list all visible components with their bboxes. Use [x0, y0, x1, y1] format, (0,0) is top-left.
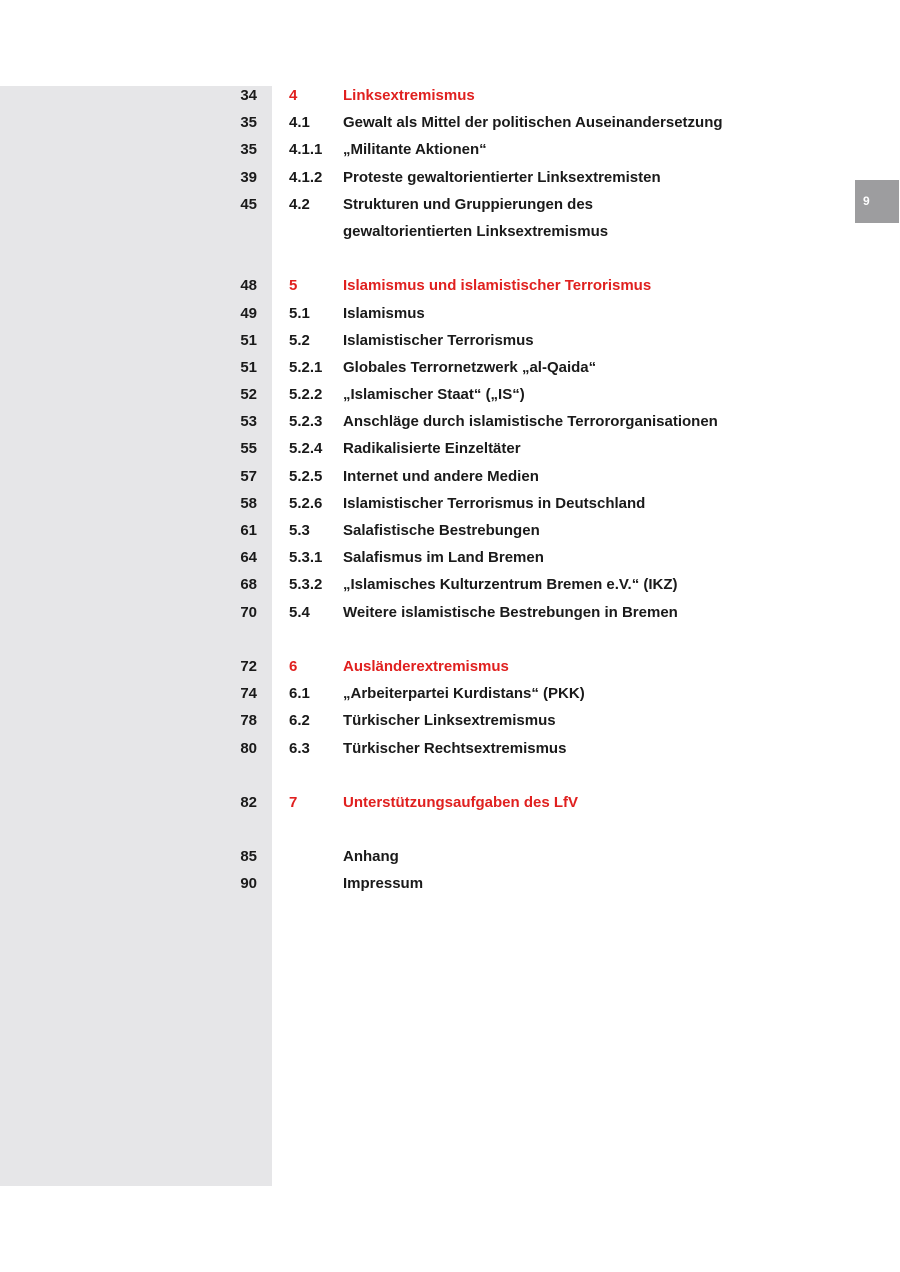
toc-entry-row[interactable] [0, 571, 900, 598]
toc-section-number: 4.1.2 [289, 168, 323, 186]
toc-page-number: 51 [240, 331, 257, 349]
toc-entry-row[interactable] [0, 517, 900, 544]
toc-section-number: 5.2.2 [289, 386, 323, 404]
toc-section-number: 5 [289, 277, 298, 295]
toc-section-title: „Militante Aktionen“ [343, 141, 487, 159]
toc-section-number: 6.2 [289, 712, 310, 730]
toc-page-number: 53 [240, 413, 257, 431]
toc-entry-row[interactable] [0, 435, 900, 462]
toc-page-number: 52 [240, 386, 257, 404]
toc-section-title: Linksextremismus [343, 87, 475, 104]
toc-section-title: „Islamisches Kulturzentrum Bremen e.V.“ (IKZ) [343, 576, 678, 594]
toc-page-number: 90 [240, 875, 257, 893]
toc-entry-row[interactable] [0, 843, 900, 870]
toc-entry-row[interactable] [0, 327, 900, 354]
toc-section-number: 5.3.1 [289, 549, 323, 567]
toc-section-title: „Arbeiterpartei Kurdistans“ (PKK) [343, 685, 585, 703]
toc-page-number: 72 [240, 657, 257, 675]
toc-section-title: Weitere islamistische Bestrebungen in Bremen [343, 603, 678, 621]
toc-section-number: 5.2.3 [289, 413, 323, 431]
toc-chapter-row[interactable] [0, 82, 900, 109]
toc-entry-row[interactable] [0, 218, 900, 245]
toc-section-title: Salafistische Bestrebungen [343, 522, 540, 539]
toc-section-number: 5.2.1 [289, 358, 323, 376]
toc-entry-row[interactable] [0, 870, 900, 897]
toc-entry-row[interactable] [0, 164, 900, 191]
toc-section-number: 4.1 [289, 114, 310, 132]
toc-entry-row[interactable] [0, 463, 900, 490]
toc-section-title: Islamistischer Terrorismus in Deutschland [343, 494, 646, 512]
toc-page-number: 51 [240, 358, 257, 376]
toc-section-number: 6 [289, 657, 298, 675]
toc-page-number: 58 [240, 494, 257, 512]
toc-page-number: 78 [240, 712, 257, 730]
toc-section-title: Ausländerextremismus [343, 657, 509, 675]
toc-page-number: 57 [240, 467, 257, 485]
toc-entry-row[interactable] [0, 354, 900, 381]
toc-page-number: 35 [240, 141, 257, 159]
toc-page-number: 34 [240, 87, 257, 104]
toc-page-number: 39 [240, 168, 257, 186]
toc-section-number: 4.2 [289, 195, 310, 213]
toc-page-number: 70 [240, 603, 257, 621]
toc-chapter-row[interactable] [0, 653, 900, 680]
toc-entry-row[interactable] [0, 381, 900, 408]
toc-entry-row[interactable] [0, 544, 900, 571]
toc-entry-row[interactable] [0, 735, 900, 762]
toc-section-title: Islamismus und islamistischer Terrorismus [343, 277, 652, 295]
toc-entry-row[interactable] [0, 490, 900, 517]
toc-section-number: 5.4 [289, 603, 310, 621]
toc-section-title: „Islamischer Staat“ („IS“) [343, 386, 525, 404]
toc-section-number: 6.1 [289, 685, 310, 703]
toc-section-title: gewaltorientierten Linksextremismus [343, 222, 609, 240]
toc-section-title: Globales Terrornetzwerk „al-Qaida“ [343, 358, 597, 376]
toc-section-number: 5.2.6 [289, 494, 323, 512]
toc-section-number: 5.3.2 [289, 576, 323, 594]
toc-page-number: 49 [240, 304, 257, 322]
toc-section-number: 6.3 [289, 739, 310, 757]
toc-section-number: 4 [289, 87, 298, 104]
toc-page-number: 48 [240, 277, 257, 295]
toc-section-title: Salafismus im Land Bremen [343, 549, 544, 567]
toc-section-number: 4.1.1 [289, 141, 323, 159]
toc-section-title: Proteste gewaltorientierter Linksextremisten [343, 168, 661, 186]
table-of-contents [0, 82, 900, 898]
toc-section-number: 5.2 [289, 331, 310, 349]
toc-page-number: 45 [240, 195, 257, 213]
toc-page-number: 85 [240, 848, 257, 866]
toc-entry-row[interactable] [0, 707, 900, 734]
toc-section-title: Radikalisierte Einzeltäter [343, 440, 521, 458]
toc-page-number: 82 [240, 793, 257, 811]
toc-section-title: Anhang [343, 848, 399, 866]
toc-section-title: Strukturen und Gruppierungen des [343, 195, 594, 213]
toc-section-title: Türkischer Linksextremismus [343, 712, 556, 730]
toc-entry-row[interactable] [0, 599, 900, 626]
toc-section-number: 5.1 [289, 304, 310, 322]
toc-page-number: 64 [240, 549, 257, 567]
toc-section-title: Anschläge durch islamistische Terrororganisationen [343, 413, 718, 431]
toc-page-number: 68 [240, 576, 257, 594]
toc-section-number: 7 [289, 793, 298, 811]
toc-chapter-row[interactable] [0, 789, 900, 816]
toc-entry-row[interactable] [0, 300, 900, 327]
toc-section-title: Gewalt als Mittel der politischen Auseinandersetzung [343, 114, 723, 132]
toc-section-title: Türkischer Rechtsextremismus [343, 739, 567, 757]
toc-section-title: Islamistischer Terrorismus [343, 331, 534, 349]
toc-section-number: 5.3 [289, 522, 310, 539]
toc-entry-row[interactable] [0, 408, 900, 435]
toc-page-number: 74 [240, 685, 257, 703]
toc-section-number: 5.2.5 [289, 467, 323, 485]
toc-section-title: Internet und andere Medien [343, 467, 539, 485]
toc-section-title: Impressum [343, 875, 424, 893]
page-number-tab: 9 [855, 180, 899, 223]
toc-section-number: 5.2.4 [289, 440, 323, 458]
toc-entry-row[interactable] [0, 136, 900, 163]
toc-section-title: Unterstützungsaufgaben des LfV [343, 793, 579, 811]
toc-page-number: 61 [240, 522, 257, 539]
toc-section-title: Islamismus [343, 304, 425, 322]
toc-page-number: 80 [240, 739, 257, 757]
toc-entry-row[interactable] [0, 191, 900, 218]
toc-page-number: 55 [240, 440, 257, 458]
toc-entry-row[interactable] [0, 109, 900, 136]
toc-entry-row[interactable] [0, 680, 900, 707]
toc-chapter-row[interactable] [0, 272, 900, 299]
toc-page-number: 35 [240, 114, 257, 132]
